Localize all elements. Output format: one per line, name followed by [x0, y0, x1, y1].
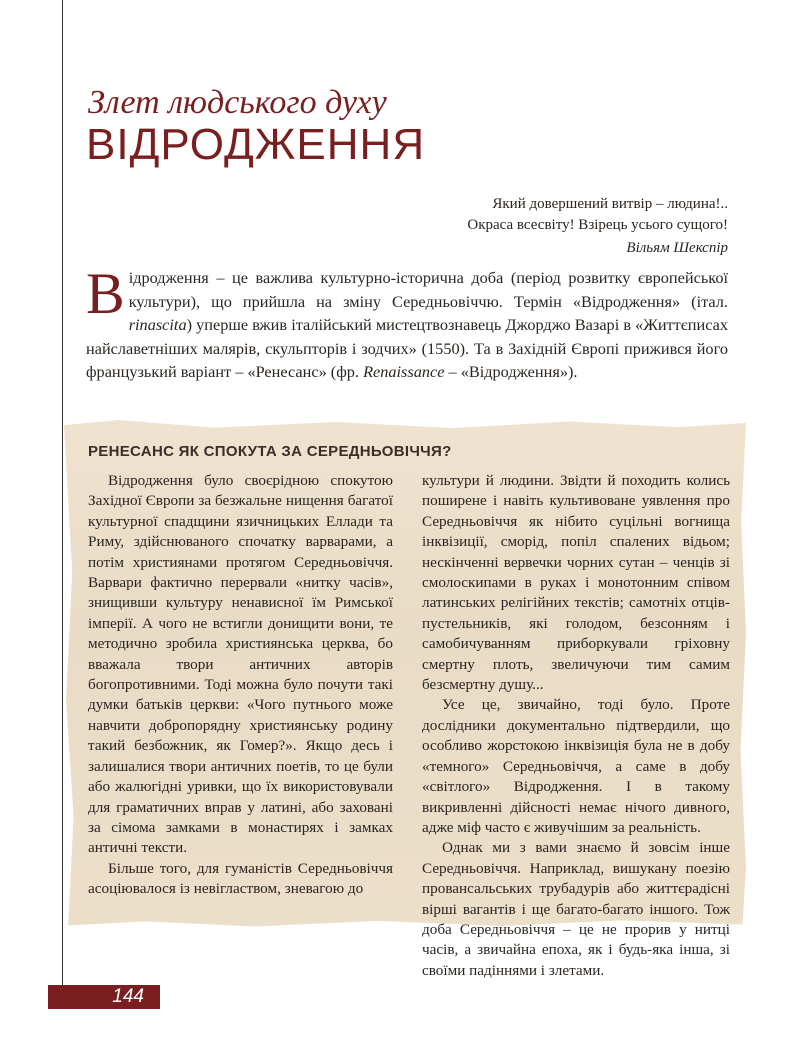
epigraph-author: Вільям Шекспір [626, 240, 728, 256]
box-paragraph: Більше того, для гуманістів Середньовіччя асоціювалося із невіглаством, зневагою до [88, 859, 393, 898]
page-number: 144 [112, 986, 144, 1007]
box-left-column [88, 471, 393, 900]
intro-paragraph [86, 261, 728, 384]
intro-term: rinascita [128, 315, 187, 334]
intro-text: – «Відродження»). [444, 362, 578, 381]
box-paragraph: Однак ми з вами знаємо й зовсім інше Середньовіччя. Наприклад, вишукану поезію провансальських трубадурів або життєрадісні вірші вагантів і ще багато-багато іншого. Тож доба Середньовіччя – це не прорив у нитці часів, а звичайна епоха, як і будь-яка інша, зі своїми падіннями і злетами. [422, 839, 730, 979]
chapter-title: ВІДРОДЖЕННЯ [86, 120, 426, 169]
box-paragraph-continued: культури й людини. Звідти й походить колись поширене і навіть культивоване уявлення про Середньовіччя як нібито суцільні вогнища інквізиції, сморід, попіл спалених відьом; нескінченні вервечки чорних сутан – ченців зі смолоскипами в руках і монотонним співом латинських релігійних текстів; самотніх отців-пустельників, які голодом, безсонням і самобичуванням приборкували гріховну смертну плоть, звеличуючи тим самим безсмертну душу... [422, 472, 730, 694]
box-heading: РЕНЕСАНС ЯК СПОКУТА ЗА СЕРЕДНЬОВІЧЧЯ? [88, 443, 452, 460]
drop-cap: В [86, 261, 125, 326]
box-right-column [422, 471, 730, 981]
epigraph-line: Який довершений витвір – людина!.. [492, 196, 728, 212]
intro-term: Renaissance [363, 362, 445, 381]
left-margin-rule [62, 0, 63, 985]
epigraph-line: Окраса всесвіту! Взірець усього сущого! [467, 217, 728, 233]
intro-text: ідродження – це важлива культурно-історична доба (період розвитку європейської культури), що прийшла на зміну Середньовіччю. Термін «Відродження» (італ. [128, 268, 728, 311]
box-paragraph: Відродження було своєрідною спокутою Західної Європи за безжальне нищення багатої культурної спадщини язичницьких Еллади та Риму, здійснюваного спочатку варварами, а потім християнами протягом Середньовіччя. Варвари фактично перервали «нитку часів», знищивши культуру ненависної їм Римської імперії. А чого не встигли донищити вони, те методично зробила християнська церква, бо вважала твори античних авторів богопротивними. Тоді можна було почути такі думки батьків церкви: «Чого путнього може навчити добропорядну християнську родину такий безбожник, як Гомер?». Якщо десь і залишалися твори античних поетів, то це були або жалюгідні уривки, що їх використовували для граматичних вправ у латині, або заховані за сімома замками в монастирях і замках античні тексти. [88, 472, 393, 857]
intro-text: ) уперше вжив італійський мистецтвознавець Джорджо Вазарі в «Життєписах найславетніших малярів, скульпторів і зодчих» (1550). Та в Західній Європі прижився його французький варіант – «Ренесанс» (фр. [86, 315, 728, 381]
page-number-tab [48, 985, 160, 1009]
epigraph [467, 194, 728, 259]
chapter-subtitle: Злет людського духу [88, 84, 387, 121]
box-paragraph: Усе це, звичайно, тоді було. Проте дослідники документально підтвердили, що особливо жорстокою інквізиція була не в добу «темного» Середньовіччя, а саме в добу «світлого» Відродження. І в такому викривленні дійсності немає нічого дивного, адже міф часто є живучішим за реальність. [422, 696, 730, 836]
